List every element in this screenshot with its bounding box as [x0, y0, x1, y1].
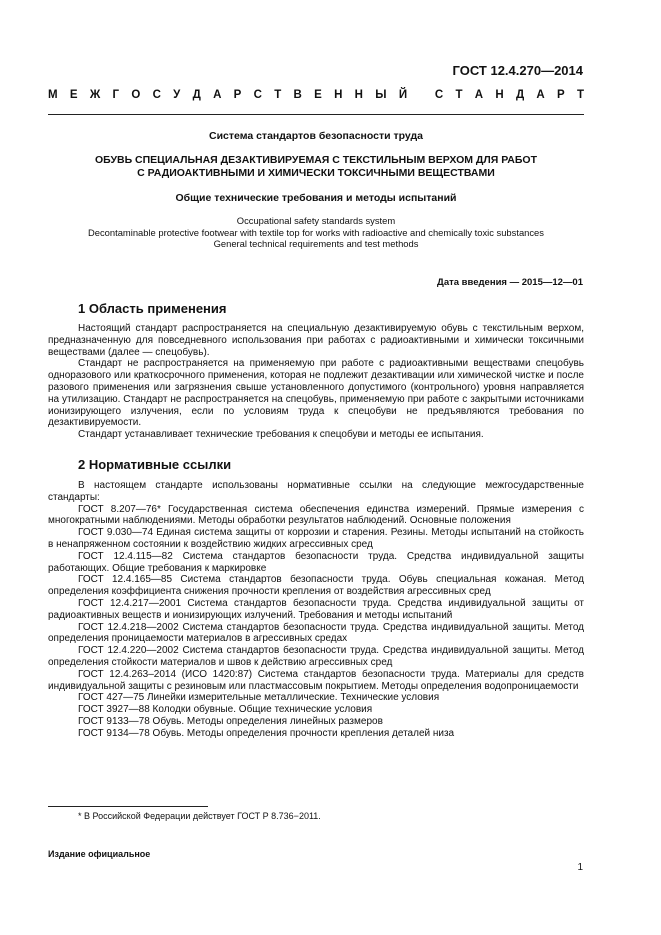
reference-item: ГОСТ 12.4.220—2002 Система стандартов безопасности труда. Средства индивидуальной защиты. Метод определения стойкости материалов и швов к действию агрессивных сред [48, 645, 584, 668]
section1-heading: 1 Область применения [78, 301, 227, 316]
heading-letter [419, 89, 422, 101]
heading-letter: Д [192, 89, 201, 101]
reference-item: ГОСТ 12.4.115—82 Система стандартов безопасности труда. Средства индивидуальной защиты работающих. Общие требования к маркировке [48, 550, 584, 574]
header-rule [48, 114, 584, 115]
reference-item: ГОСТ 12.4.218—2002 Система стандартов безопасности труда. Средства индивидуальной защиты. Метод определения проницаемости материалов в агрессивных средах [48, 621, 584, 645]
footnote-rule [48, 806, 208, 807]
document-title-line1: ОБУВЬ СПЕЦИАЛЬНАЯ ДЕЗАКТИВИРУЕМАЯ С ТЕКСТИЛЬНЫМ ВЕРХОМ ДЛЯ РАБОТ [95, 154, 537, 166]
heading-letter: Ы [375, 89, 387, 101]
page-number: 1 [577, 862, 583, 873]
reference-item: ГОСТ 8.207—76* Государственная система обеспечения единства измерений. Прямые измерения с многократными наблюдениями. Методы обработки результатов наблюдений. Основные положения [48, 503, 584, 527]
introduction-date: Дата введения — 2015—12—01 [437, 277, 583, 288]
heading-letter: Т [576, 89, 584, 101]
reference-item: ГОСТ 3927—88 Колодки обувные. Общие технические условия [78, 704, 373, 716]
heading-letter: Й [398, 89, 408, 101]
reference-item: ГОСТ 9133—78 Обувь. Методы определения линейных размеров [78, 715, 383, 727]
reference-item: ГОСТ 9134—78 Обувь. Методы определения прочности крепления деталей низа [78, 727, 455, 739]
heading-letter: В [293, 89, 302, 101]
heading-letter: Д [515, 89, 525, 101]
paragraph: Стандарт устанавливает технические требования к спецобуви и методы ее испытания. [78, 429, 484, 441]
standards-system-title: Система стандартов безопасности труда [208, 130, 424, 142]
reference-item: ГОСТ 9.030—74 Единая система защиты от коррозии и старения. Резины. Методы испытаний на стойкость в ненапряженном состоянии к воздействию жидких агрессивных сред [48, 527, 584, 550]
heading-letter: Е [69, 89, 78, 101]
reference-item: ГОСТ 12.4.263–2014 (ИСО 1420:87) Система стандартов безопасности труда. Материалы для средств индивидуальной защиты с резиновым или пластмассовым покрытием. Методы определения водопроницаемости [48, 668, 584, 692]
footnote: * В Российской Федерации действует ГОСТ Р 8.736−2011. [78, 811, 321, 821]
reference-item: ГОСТ 12.4.217—2001 Система стандартов безопасности труда. Средства индивидуальной защиты от радиоактивных веществ и ионизирующих излучений. Требования и методы испытаний [48, 597, 584, 621]
document-title-line2: С РАДИОАКТИВНЫМИ И ХИМИЧЕСКИ ТОКСИЧНЫМИ ВЕЩЕСТВАМИ [137, 167, 495, 179]
heading-letter: М [48, 89, 58, 101]
paragraph: Настоящий стандарт распространяется на специальную дезактивируемую обувь с текстильным верхом, предназначенную для повседневного использования при работах с радиоактивными и химически токсичными веществами (далее — спецобувь). [48, 323, 584, 358]
heading-letter: Т [274, 89, 282, 101]
heading-letter: У [173, 89, 181, 101]
heading-letter: С [434, 89, 444, 101]
heading-letter: А [213, 89, 222, 101]
english-title-line3: General technical requirements and test methods [213, 238, 419, 249]
section2-heading: 2 Нормативные ссылки [78, 457, 232, 472]
heading-letter: А [536, 89, 545, 101]
heading-letter: Т [455, 89, 463, 101]
heading-letter: Н [495, 89, 504, 101]
heading-letter: А [474, 89, 484, 101]
heading-letter: Р [233, 89, 242, 101]
reference-item: ГОСТ 427—75 Линейки измерительные металлические. Технические условия [78, 692, 440, 704]
heading-letter: О [131, 89, 141, 101]
english-title-line2: Decontaminable protective footwear with textile top for works with radioactive and chemically toxic substances [88, 226, 544, 238]
document-title [48, 154, 584, 180]
paragraph: В настоящем стандарте использованы нормативные ссылки на следующие межгосударственные стандарты: [48, 480, 584, 503]
reference-item: ГОСТ 12.4.165—85 Система стандартов безопасности труда. Обувь специальная кожаная. Метод определения коэффициента снижения прочности крепления от воздействия агрессивных сред [48, 574, 584, 598]
heading-letter: Н [334, 89, 343, 101]
interstate-standard-heading [48, 89, 584, 101]
heading-letter: Н [354, 89, 363, 101]
edition-label: Издание официальное [48, 849, 151, 859]
section1-body [48, 323, 584, 441]
document-subtitle: Общие технические требования и методы испытаний [175, 192, 457, 204]
heading-letter: Ж [89, 89, 101, 101]
gost-code: ГОСТ 12.4.270—2014 [452, 63, 583, 78]
heading-letter: С [253, 89, 262, 101]
paragraph: Стандарт не распространяется на применяемую при работе с радиоактивными веществами спецобувь одноразового или краткосрочного применения, которая не подлежит дезактивации или химической чистке и после разового применения или загрязнения свыше установленного допустимого (контрольного) уровня направляется на утилизацию. Стандарт не распространяется на спецобувь, применяемую при работе с закрытыми источниками ионизирующего излучения, если по условиям труда к спецобуви не предъявляются требования по дезактивируемости. [48, 358, 584, 429]
heading-letter: Г [112, 89, 120, 101]
section2-body [48, 480, 584, 740]
heading-letter: С [152, 89, 161, 101]
heading-letter: Р [557, 89, 565, 101]
heading-letter: Е [314, 89, 322, 101]
english-title-line1: Occupational safety standards system [236, 215, 396, 226]
